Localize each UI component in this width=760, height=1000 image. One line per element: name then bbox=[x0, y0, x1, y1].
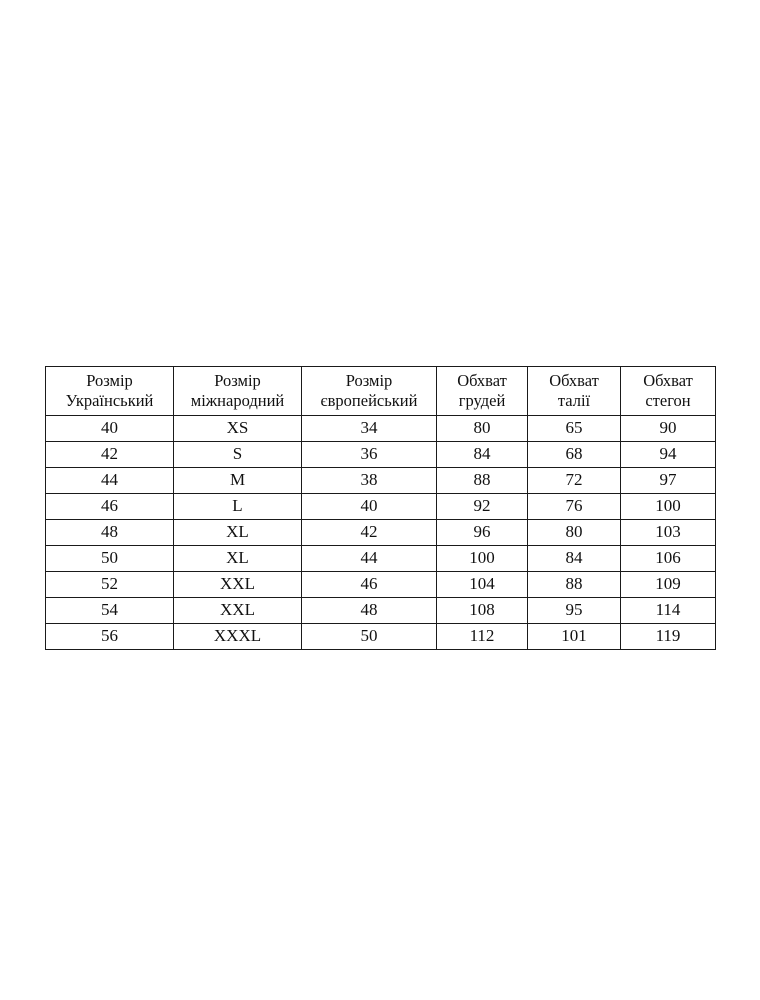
cell-international-size: XL bbox=[174, 546, 302, 572]
column-header-european-size bbox=[302, 367, 437, 416]
cell-hips: 106 bbox=[621, 546, 716, 572]
cell-waist: 80 bbox=[528, 520, 621, 546]
column-header-ukrainian-size bbox=[46, 367, 174, 416]
column-header-line-2: міжнародний bbox=[190, 391, 285, 410]
cell-ukrainian-size: 46 bbox=[46, 494, 174, 520]
column-header-line-1: Розмір bbox=[86, 371, 133, 391]
cell-ukrainian-size: 54 bbox=[46, 598, 174, 624]
cell-waist: 72 bbox=[528, 468, 621, 494]
cell-chest: 92 bbox=[437, 494, 528, 520]
cell-european-size: 34 bbox=[302, 416, 437, 442]
cell-european-size: 38 bbox=[302, 468, 437, 494]
cell-international-size: S bbox=[174, 442, 302, 468]
column-header-line-1: Обхват bbox=[549, 371, 599, 391]
cell-waist: 68 bbox=[528, 442, 621, 468]
size-chart-table bbox=[45, 366, 716, 650]
table-header-row bbox=[46, 367, 716, 416]
column-header-line-2: грудей bbox=[458, 391, 506, 410]
cell-ukrainian-size: 56 bbox=[46, 624, 174, 650]
cell-waist: 84 bbox=[528, 546, 621, 572]
cell-international-size: XS bbox=[174, 416, 302, 442]
cell-waist: 76 bbox=[528, 494, 621, 520]
column-header-line-2: стегон bbox=[645, 391, 691, 410]
cell-european-size: 36 bbox=[302, 442, 437, 468]
cell-chest: 108 bbox=[437, 598, 528, 624]
table-row bbox=[46, 468, 716, 494]
cell-european-size: 44 bbox=[302, 546, 437, 572]
cell-hips: 119 bbox=[621, 624, 716, 650]
cell-waist: 65 bbox=[528, 416, 621, 442]
cell-international-size: XXL bbox=[174, 598, 302, 624]
column-header-line-2: Український bbox=[65, 391, 154, 410]
cell-ukrainian-size: 48 bbox=[46, 520, 174, 546]
column-header-line-2: талії bbox=[557, 391, 591, 410]
cell-hips: 114 bbox=[621, 598, 716, 624]
cell-chest: 104 bbox=[437, 572, 528, 598]
table-row bbox=[46, 572, 716, 598]
cell-chest: 80 bbox=[437, 416, 528, 442]
column-header-waist bbox=[528, 367, 621, 416]
cell-chest: 100 bbox=[437, 546, 528, 572]
cell-hips: 90 bbox=[621, 416, 716, 442]
cell-ukrainian-size: 50 bbox=[46, 546, 174, 572]
cell-waist: 101 bbox=[528, 624, 621, 650]
cell-international-size: M bbox=[174, 468, 302, 494]
cell-international-size: L bbox=[174, 494, 302, 520]
cell-hips: 109 bbox=[621, 572, 716, 598]
cell-international-size: XL bbox=[174, 520, 302, 546]
cell-hips: 100 bbox=[621, 494, 716, 520]
cell-hips: 94 bbox=[621, 442, 716, 468]
table-row bbox=[46, 416, 716, 442]
column-header-chest bbox=[437, 367, 528, 416]
cell-international-size: XXXL bbox=[174, 624, 302, 650]
table-header bbox=[46, 367, 716, 416]
cell-chest: 88 bbox=[437, 468, 528, 494]
cell-european-size: 46 bbox=[302, 572, 437, 598]
cell-waist: 88 bbox=[528, 572, 621, 598]
column-header-line-2: європейський bbox=[320, 391, 418, 410]
cell-european-size: 42 bbox=[302, 520, 437, 546]
cell-chest: 112 bbox=[437, 624, 528, 650]
table-row bbox=[46, 546, 716, 572]
cell-european-size: 48 bbox=[302, 598, 437, 624]
cell-ukrainian-size: 42 bbox=[46, 442, 174, 468]
cell-ukrainian-size: 40 bbox=[46, 416, 174, 442]
cell-chest: 96 bbox=[437, 520, 528, 546]
column-header-line-1: Розмір bbox=[214, 371, 261, 391]
size-chart-container bbox=[45, 366, 715, 650]
table-body bbox=[46, 416, 716, 650]
cell-waist: 95 bbox=[528, 598, 621, 624]
cell-ukrainian-size: 52 bbox=[46, 572, 174, 598]
cell-european-size: 40 bbox=[302, 494, 437, 520]
cell-international-size: XXL bbox=[174, 572, 302, 598]
column-header-line-1: Обхват bbox=[457, 371, 507, 391]
column-header-line-1: Розмір bbox=[345, 371, 393, 391]
cell-hips: 97 bbox=[621, 468, 716, 494]
cell-ukrainian-size: 44 bbox=[46, 468, 174, 494]
column-header-international-size bbox=[174, 367, 302, 416]
cell-chest: 84 bbox=[437, 442, 528, 468]
table-row bbox=[46, 598, 716, 624]
cell-european-size: 50 bbox=[302, 624, 437, 650]
table-row bbox=[46, 494, 716, 520]
table-row bbox=[46, 520, 716, 546]
table-row bbox=[46, 624, 716, 650]
column-header-hips bbox=[621, 367, 716, 416]
column-header-line-1: Обхват bbox=[643, 371, 693, 391]
table-row bbox=[46, 442, 716, 468]
cell-hips: 103 bbox=[621, 520, 716, 546]
